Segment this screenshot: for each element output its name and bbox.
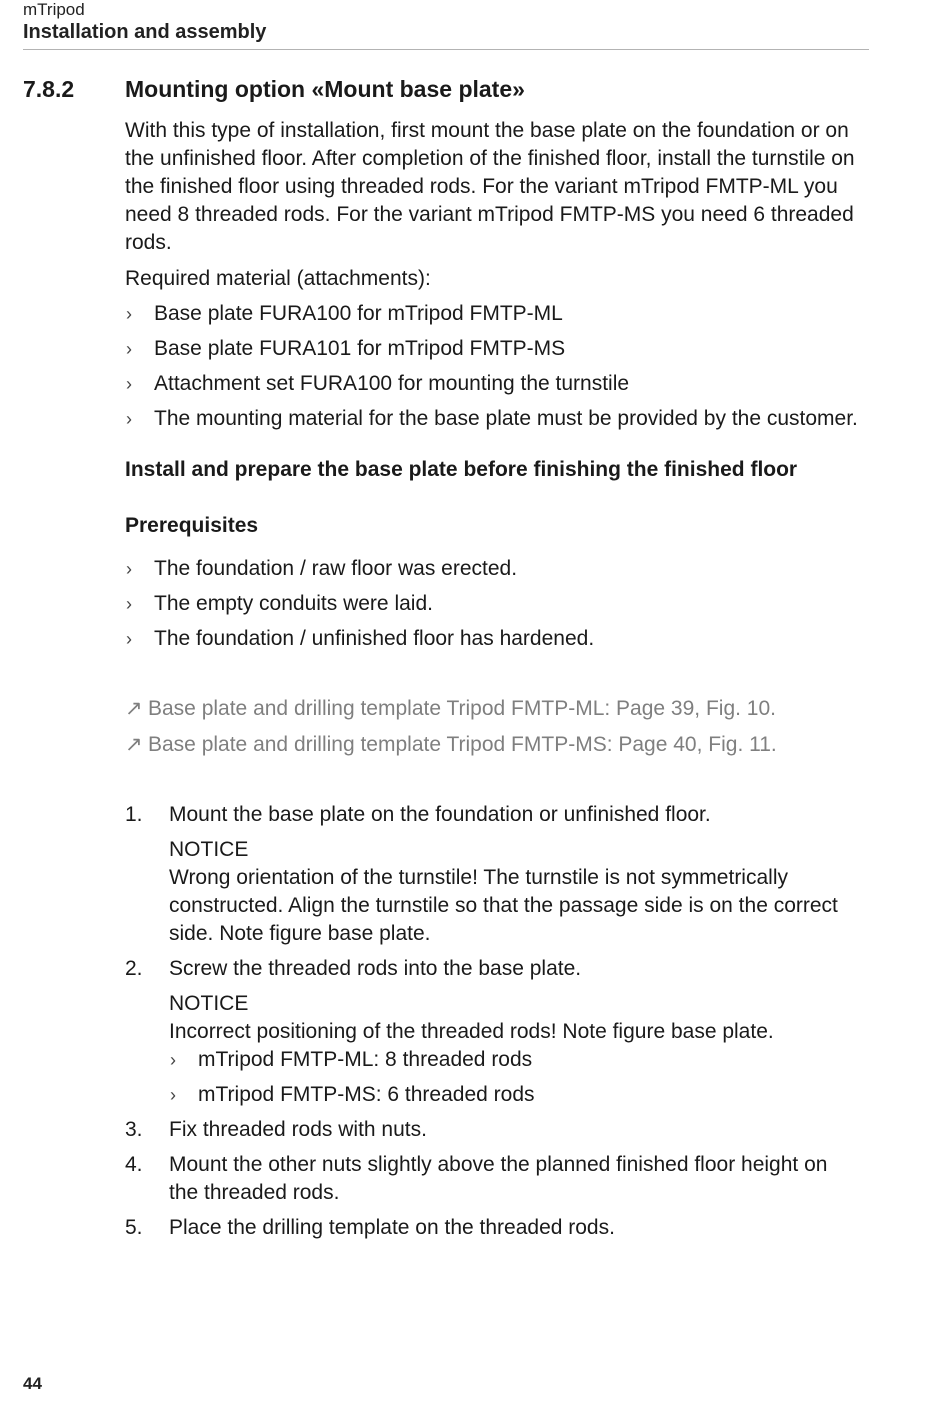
- cross-reference-text: Base plate and drilling template Tripod FMTP-MS: Page 40, Fig. 11.: [148, 733, 777, 756]
- list-item-text: mTripod FMTP-ML: 8 threaded rods: [198, 1048, 533, 1071]
- step-number: 5.: [125, 1216, 143, 1239]
- step-item: [125, 801, 860, 948]
- prerequisites-list: [125, 555, 860, 653]
- cross-reference-text: Base plate and drilling template Tripod FMTP-ML: Page 39, Fig. 10.: [148, 697, 776, 720]
- step-item: [125, 1214, 860, 1242]
- subsection-heading: Install and prepare the base plate before finishing the finished floor: [125, 458, 798, 481]
- list-item-text: mTripod FMTP-MS: 6 threaded rods: [198, 1083, 535, 1106]
- notice-block: [169, 836, 860, 948]
- step-text: Mount the base plate on the foundation or unfinished floor.: [169, 803, 711, 826]
- list-item: [125, 625, 860, 653]
- arrow-up-right-icon: ↗: [125, 733, 143, 756]
- cross-references: [125, 695, 860, 759]
- list-item-text: The empty conduits were laid.: [154, 592, 433, 615]
- list-item-text: Base plate FURA101 for mTripod FMTP-MS: [154, 337, 566, 360]
- section-title: Mounting option «Mount base plate»: [125, 76, 525, 102]
- list-item-text: The foundation / unfinished floor has hardened.: [154, 627, 595, 650]
- chevron-right-icon: ›: [126, 409, 132, 429]
- notice-text: Incorrect positioning of the threaded rods! Note figure base plate.: [169, 1020, 774, 1043]
- required-material-list: [125, 300, 860, 433]
- section-heading: [23, 74, 525, 104]
- list-item: [125, 335, 860, 363]
- page-number: 44: [23, 1374, 42, 1393]
- step-text: Place the drilling template on the threaded rods.: [169, 1216, 615, 1239]
- step-sub-list: [169, 1046, 860, 1109]
- cross-reference-link[interactable]: [125, 731, 860, 759]
- list-item-text: Base plate FURA100 for mTripod FMTP-ML: [154, 302, 563, 325]
- list-item: [169, 1081, 860, 1109]
- document-title: mTripod: [23, 0, 85, 19]
- page-header: [23, 0, 869, 50]
- notice-block: [169, 990, 860, 1046]
- step-item: [125, 1116, 860, 1144]
- notice-label: NOTICE: [169, 838, 249, 861]
- chevron-right-icon: ›: [126, 594, 132, 614]
- chevron-right-icon: ›: [170, 1085, 176, 1105]
- list-item-text: The mounting material for the base plate must be provided by the customer.: [154, 407, 858, 430]
- intro-paragraph: With this type of installation, first mount the base plate on the foundation or on the unfinished floor. After completion of the finished floor, install the turnstile on the finished floor using threaded rods. For the variant mTripod FMTP-ML you need 8 threaded rods. For the variant mTripod FMTP-MS you need 6 threaded rods.: [125, 119, 855, 254]
- step-text: Fix threaded rods with nuts.: [169, 1118, 427, 1141]
- list-item: [125, 590, 860, 618]
- step-number: 3.: [125, 1118, 143, 1141]
- required-material-label: Required material (attachments):: [125, 267, 431, 290]
- chevron-right-icon: ›: [170, 1050, 176, 1070]
- list-item: [125, 370, 860, 398]
- procedure-steps: [125, 801, 860, 1242]
- step-number: 2.: [125, 957, 143, 980]
- list-item-text: The foundation / raw floor was erected.: [154, 557, 518, 580]
- list-item: [125, 555, 860, 583]
- step-number: 4.: [125, 1153, 143, 1176]
- chapter-title: Installation and assembly: [23, 21, 267, 43]
- notice-label: NOTICE: [169, 992, 249, 1015]
- cross-reference-link[interactable]: [125, 695, 860, 723]
- section-number: 7.8.2: [23, 76, 75, 102]
- chevron-right-icon: ›: [126, 339, 132, 359]
- prerequisites-heading: Prerequisites: [125, 514, 259, 537]
- chevron-right-icon: ›: [126, 374, 132, 394]
- arrow-up-right-icon: ↗: [125, 697, 143, 720]
- step-item: [125, 955, 860, 1109]
- list-item: [125, 300, 860, 328]
- list-item-text: Attachment set FURA100 for mounting the turnstile: [154, 372, 630, 395]
- step-item: [125, 1151, 860, 1207]
- chevron-right-icon: ›: [126, 559, 132, 579]
- chevron-right-icon: ›: [126, 629, 132, 649]
- step-text: Mount the other nuts slightly above the planned finished floor height on the threaded rods.: [169, 1153, 828, 1204]
- list-item: [169, 1046, 860, 1074]
- step-text: Screw the threaded rods into the base plate.: [169, 957, 582, 980]
- step-number: 1.: [125, 803, 143, 826]
- notice-text: Wrong orientation of the turnstile! The turnstile is not symmetrically constructed. Align the turnstile so that the passage side is on the correct side. Note figure base plate.: [169, 866, 838, 945]
- chevron-right-icon: ›: [126, 304, 132, 324]
- list-item: [125, 405, 860, 433]
- main-content: [125, 117, 860, 1249]
